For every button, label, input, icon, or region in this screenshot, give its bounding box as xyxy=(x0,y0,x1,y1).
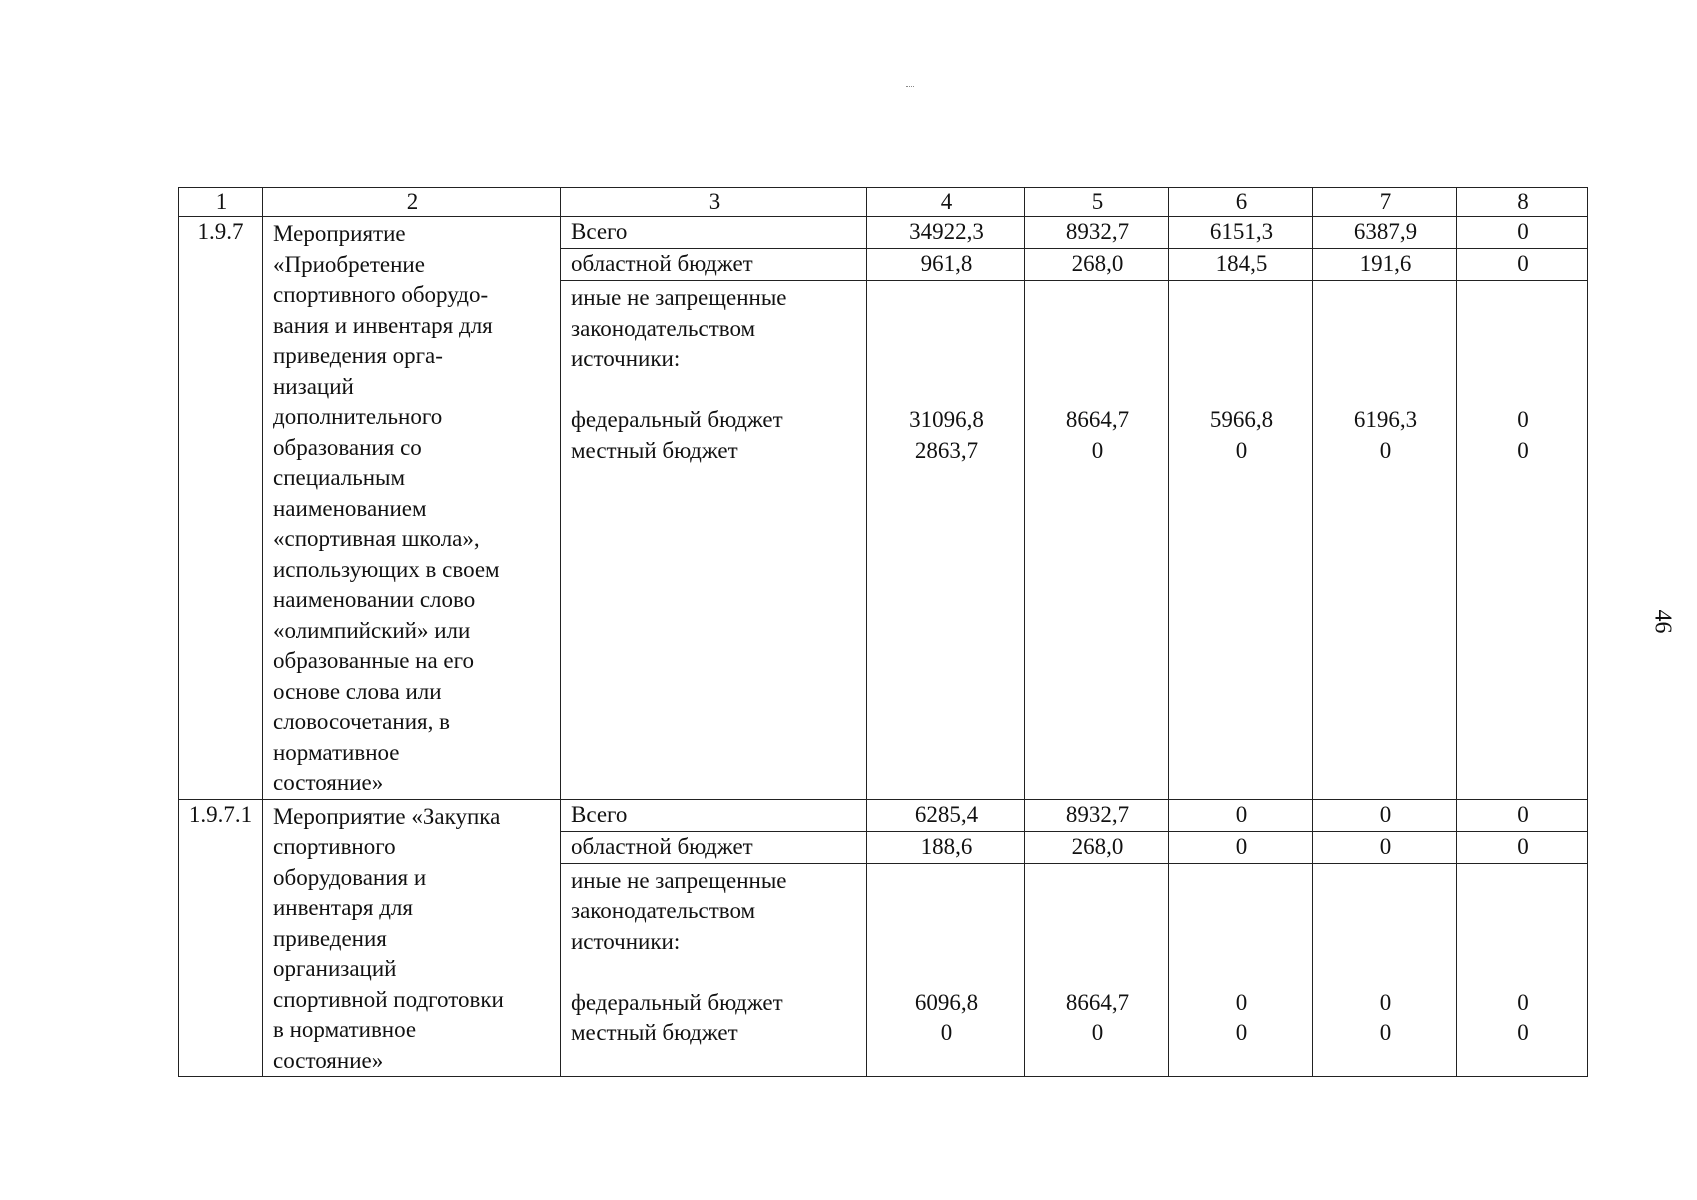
value-federal: 0 xyxy=(1235,989,1248,1015)
entry-title-line: Мероприятие xyxy=(273,221,406,246)
entry-code: 1.9.7 xyxy=(179,217,263,800)
spacer xyxy=(1179,283,1304,314)
source-label-local: местный бюджет xyxy=(571,437,738,463)
entry-title-line: низаций xyxy=(273,373,354,399)
spacer xyxy=(1035,375,1160,406)
value-cell-other xyxy=(1169,281,1313,800)
other-sources-line: источники: xyxy=(571,346,681,371)
spacer xyxy=(1035,896,1160,927)
entry-title-line: спортивной подготовки xyxy=(273,986,504,1012)
other-sources-line: иные не запрещенные xyxy=(571,285,787,310)
value-regional: 0 xyxy=(1457,831,1588,863)
value-total: 0 xyxy=(1169,799,1313,831)
entry-title-line: наименовании слово xyxy=(273,587,476,612)
value-cell-other xyxy=(1313,281,1457,800)
spacer xyxy=(1179,866,1304,897)
source-label-regional: областной бюджет xyxy=(561,831,867,863)
spacer xyxy=(877,866,1016,897)
value-cell-other xyxy=(867,281,1025,800)
spacer xyxy=(1179,314,1304,345)
value-local: 0 xyxy=(1235,437,1248,463)
entry-title-line: в нормативное xyxy=(273,1017,417,1042)
column-header: 5 xyxy=(1025,188,1169,217)
spacer xyxy=(1467,314,1579,345)
entry-title-line: приведения xyxy=(273,925,387,951)
entry-title-line: спортивного оборудо- xyxy=(273,282,489,307)
spacer xyxy=(1323,896,1448,927)
scan-artifact xyxy=(906,86,914,90)
spacer xyxy=(1179,375,1304,406)
entry-title-line: инвентаря для xyxy=(273,895,413,920)
value-federal: 6196,3 xyxy=(1353,407,1418,432)
value-regional: 961,8 xyxy=(867,249,1025,281)
source-label-total: Всего xyxy=(561,217,867,249)
value-regional: 184,5 xyxy=(1169,249,1313,281)
value-federal: 6096,8 xyxy=(914,989,979,1015)
value-local: 2863,7 xyxy=(914,437,979,463)
table-row-total xyxy=(179,217,1588,249)
spacer xyxy=(1467,866,1579,897)
spacer xyxy=(1179,927,1304,958)
entry-title-line: «олимпийский» или xyxy=(273,617,471,643)
value-total: 6285,4 xyxy=(867,799,1025,831)
spacer xyxy=(877,896,1016,927)
entry-title-line: образования со xyxy=(273,434,422,460)
value-local: 0 xyxy=(1517,437,1529,463)
spacer xyxy=(1179,344,1304,375)
column-header: 7 xyxy=(1313,188,1457,217)
spacer xyxy=(1323,283,1448,314)
other-sources-line: законодательством xyxy=(571,315,756,341)
source-label-regional: областной бюджет xyxy=(561,249,867,281)
spacer xyxy=(1323,314,1448,345)
column-header: 4 xyxy=(867,188,1025,217)
entry-title-line: состояние» xyxy=(273,1047,384,1073)
entry-title-line: специальным xyxy=(273,465,406,490)
value-federal: 8664,7 xyxy=(1065,989,1130,1015)
value-local: 0 xyxy=(1091,1020,1104,1045)
spacer xyxy=(1467,896,1579,927)
entry-title-line: дополнительного xyxy=(273,404,443,429)
entry-title-line: Мероприятие «Закупка xyxy=(273,803,501,829)
value-total: 6151,3 xyxy=(1169,217,1313,249)
other-sources-line: источники: xyxy=(571,928,681,954)
value-federal: 0 xyxy=(1517,989,1529,1015)
value-regional: 268,0 xyxy=(1025,831,1169,863)
other-sources-line: иные не запрещенные xyxy=(571,867,787,893)
column-header: 3 xyxy=(561,188,867,217)
entry-title-line: состояние» xyxy=(273,770,384,795)
spacer xyxy=(1179,896,1304,927)
entry-title-line: словосочетания, в xyxy=(273,709,450,734)
spacer xyxy=(1467,927,1579,958)
value-local: 0 xyxy=(1379,437,1392,463)
entry-title xyxy=(263,217,561,800)
value-regional: 188,6 xyxy=(867,831,1025,863)
spacer xyxy=(571,375,858,406)
spacer xyxy=(1323,927,1448,958)
spacer xyxy=(1179,957,1304,988)
value-cell-other xyxy=(1025,281,1169,800)
entry-title-line: «Приобретение xyxy=(273,251,425,277)
other-sources-line: законодательством xyxy=(571,898,756,923)
column-header: 1 xyxy=(179,188,263,217)
entry-title-line: использующих в своем xyxy=(273,556,500,582)
entry-code: 1.9.7.1 xyxy=(179,799,263,1077)
entry-title-line: организаций xyxy=(273,956,397,981)
spacer xyxy=(877,957,1016,988)
source-label-other xyxy=(561,281,867,800)
spacer xyxy=(571,957,858,988)
entry-title-line: приведения орга- xyxy=(273,343,443,368)
entry-title-line: оборудования и xyxy=(273,864,427,890)
source-label-local: местный бюджет xyxy=(571,1020,738,1045)
entry-title-line: вания и инвентаря для xyxy=(273,312,493,338)
entry-title-line: спортивного xyxy=(273,834,396,859)
value-regional: 0 xyxy=(1313,831,1457,863)
entry-title-line: образованные на его xyxy=(273,648,474,673)
value-local: 0 xyxy=(1379,1020,1392,1045)
value-local: 0 xyxy=(1235,1020,1248,1045)
spacer xyxy=(1323,375,1448,406)
entry-title-line: наименованием xyxy=(273,495,427,521)
spacer xyxy=(1467,344,1579,375)
budget-table xyxy=(178,187,1588,1077)
value-total: 34922,3 xyxy=(867,217,1025,249)
column-header: 2 xyxy=(263,188,561,217)
spacer xyxy=(1467,283,1579,314)
value-cell-other xyxy=(1025,863,1169,1077)
spacer xyxy=(1035,314,1160,345)
value-regional: 268,0 xyxy=(1025,249,1169,281)
spacer xyxy=(1035,283,1160,314)
value-cell-other xyxy=(1457,863,1588,1077)
spacer xyxy=(1467,957,1579,988)
source-label-federal: федеральный бюджет xyxy=(571,407,783,432)
value-regional: 0 xyxy=(1169,831,1313,863)
source-label-total: Всего xyxy=(561,799,867,831)
entry-title-line: «спортивная школа», xyxy=(273,526,480,551)
column-header: 6 xyxy=(1169,188,1313,217)
value-federal: 0 xyxy=(1517,407,1529,432)
spacer xyxy=(1035,957,1160,988)
spacer xyxy=(1323,344,1448,375)
value-federal: 8664,7 xyxy=(1065,407,1130,432)
value-total: 6387,9 xyxy=(1313,217,1457,249)
value-total: 8932,7 xyxy=(1025,799,1169,831)
table-row-total xyxy=(179,799,1588,831)
spacer xyxy=(1035,344,1160,375)
spacer xyxy=(1035,927,1160,958)
spacer xyxy=(877,927,1016,958)
source-label-other xyxy=(561,863,867,1077)
spacer xyxy=(877,375,1016,406)
value-total: 0 xyxy=(1313,799,1457,831)
value-federal: 0 xyxy=(1379,989,1392,1015)
value-cell-other xyxy=(867,863,1025,1077)
page-number: 46 xyxy=(1649,609,1676,634)
spacer xyxy=(877,314,1016,345)
value-cell-other xyxy=(1457,281,1588,800)
spacer xyxy=(1467,375,1579,406)
value-regional: 0 xyxy=(1457,249,1588,281)
value-local: 0 xyxy=(940,1020,953,1045)
value-total: 0 xyxy=(1457,799,1588,831)
spacer xyxy=(1323,957,1448,988)
value-cell-other xyxy=(1169,863,1313,1077)
spacer xyxy=(1035,866,1160,897)
spacer xyxy=(1323,866,1448,897)
spacer xyxy=(877,344,1016,375)
entry-title-line: нормативное xyxy=(273,739,400,765)
value-regional: 191,6 xyxy=(1313,249,1457,281)
value-total: 0 xyxy=(1457,217,1588,249)
header-row xyxy=(179,188,1588,217)
value-total: 8932,7 xyxy=(1025,217,1169,249)
entry-title-line: основе слова или xyxy=(273,678,442,704)
value-local: 0 xyxy=(1091,437,1104,463)
value-federal: 31096,8 xyxy=(909,407,984,432)
spacer xyxy=(877,283,1016,314)
entry-title xyxy=(263,799,561,1077)
value-federal: 5966,8 xyxy=(1209,407,1274,432)
value-local: 0 xyxy=(1517,1020,1529,1045)
column-header: 8 xyxy=(1457,188,1588,217)
value-cell-other xyxy=(1313,863,1457,1077)
source-label-federal: федеральный бюджет xyxy=(571,989,783,1015)
